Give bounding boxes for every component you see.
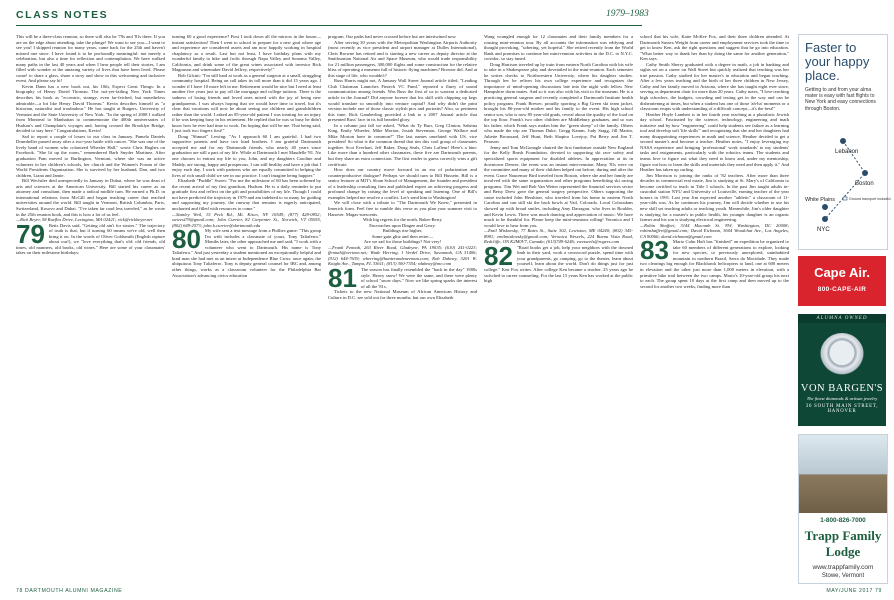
paragraph: Bob Gilcini: "I'm still hard at work as a general surgeon at a small, struggling community hospital. Being on call takes its toll more than it did 15 years ago. I wonder if I have 10 more left in me. Retirement would be nice but I need at least another five years just to pay off the mortgage and college tuitions. There is the sadness of losing friends and loved ones mixed with the joy of being new grandparents. I was always hoping that we would have time to travel, but it's clear that vacations will now be about seeing our children and grandchildren rather than the world. I asked an 85-year-old patient I was treating for an injury if he was keeping busy in his retirement. He replied that he was so busy he didn't know how he ever had time to work. I'm hoping that will be me. That being said, I just took two fingers first!" xyxy=(172,72,321,134)
paragraph: Heather Hoyle Lambert is in her fourth year teaching at a pluralistic Jewish day school. Fascinated by the science, technology, engineering and math initiative and by how "engineering" could help students see failure as a learning tool and develop soft 'life skills'" and recognizing that she and her daughters had many disappointing experiences in math and science, Heather decided to get a second master's and become a teacher. Heather notes, "I enjoy leveraging my NASA experience and bringing 'professional' work standards' to my students' tasks and assignments, particularly with the robotics teams. The students and teams love to figure out what they need to know and, under my mentorship, figure out how to learn the skills and materials they need and then apply it." And Heather has taken up curling. xyxy=(640,111,789,173)
class-section xyxy=(640,235,789,289)
paragraph: Jim Morrison is joining the ranks of '82 teachers. After more than three decades in commercial real estate, Jim is studying at St. Mary's of California to become certified to teach in Title I schools. In the past Jim taught adults in-custodial station NYU and University of Louisville, earning teacher of the year honors in 1991. Last year Jim expected another "athletic" a classroom of 11-year-olds was. As he continues his journey, Jim will decide whether to use his new skill set teaching adults or teaching youth. Meanwhile, Jim's older daughter is studying for a master's in public health, his younger daughter is an organic farmer and his son is studying electrical engineering. xyxy=(640,172,789,223)
poem-line: Buildings rise higher, xyxy=(382,228,423,234)
paragraph: Tickets to the new National Museum of African American History and Culture in D.C. are sold out for three months, but our own Elizabeth xyxy=(328,289,477,300)
ad-body: Getting to and from your alma mater is easy with fast flights to New York and easy connections through Boston. xyxy=(805,87,876,112)
lodge-photo xyxy=(799,435,887,513)
class-section xyxy=(172,224,321,278)
poem-line: Some gain glitz and then retire— xyxy=(371,233,434,239)
city-label: NYC xyxy=(817,227,830,233)
paragraph: Cathy Smith Sherry graduated with a degree in math, a job in banking and sights set on a career on Wall Street but quickly realized that teaching was her true passion. Cathy studied for her master's in education and began teaching. After a few years teaching and the birth of her three children in New Jersey, Cathy and her family moved to Arizona, where she has taught eight ever since, serving as department chair for more than 20 years. Cathy notes, "I love teaching high schoolers, the budgets, crowding and testing get in the way and can be disheartening at times, but when a student has one of those 'ah-ha' moments or a classroom erupts with understanding of a difficult concept—it's the best!" xyxy=(640,61,789,112)
ad-tagline: ALUMNA OWNED xyxy=(798,314,886,323)
class-section xyxy=(328,262,477,293)
section-title: CLASS NOTES xyxy=(16,9,109,21)
paragraph: Elizabeth "Puddle" Sweet: "For me the milestone of 60 has been softened by the recent arrival of my first grandson, Hudson. He is a daily reminder to put gratitude first and reflect on the gift and possibilities of my life. Though I could not have predicted the trajectory in 1979 and am indebted to so many for guiding and supporting my journey, the runway that remains is eagerly anticipated, uncharted and filled with resources to come." xyxy=(172,178,322,211)
paragraph: Jenny and Tom McGonagle chaired the first fundraiser outside New England for the Kelly Brush Foundation, devoted to supporting ski race safety and specialized sports equipment for disabled athletes. In appreciation at its in downtown Denver, the event was an instant mini-reunion. Many '81s were on the committee and many of their children helped out before, during and after the event. Grace Naucemor Bird traveled from Boston, where she and her family are involved with the same organization and other programs benefitting ski racing programs. Tim Wei and Bob Van Wetter represented the financial services sector and Betsy Drew gave the general surgery perspective. Others supporting the cause included John Hershiser, who traveled from his home in eastern North Carolina and can still ski the back bowls at Vail, Colorado. Local Coloradans showed up with broad smiles, including Amy Darragon, who lives in Boulder, and Kevin Lewis. There was much dancing and appreciation of music. We have much to be thankful for. Please keep the mini-reunions rolling! Veronica and I would love to hear from you. xyxy=(484,144,633,228)
paragraph: Doug "Shmurf" Lewing: "As I approach 60 I am grateful. I had two supportive parents and have two kind brothers. I am grateful Dartmouth accepted me and for my Dartmouth friends, who nearly 40 years since graduation are still a part of my life. While at Dartmouth I met Maudelle '81. No one chooses to entrust my life to you, John, and my daughters Caroline and Maddy, are strong, happy and prosperous. I can still healthy and have a job that I enjoy each day. I work with partners who are equally committed to helping the lives of rich small child we see in our practice. I can't imagine being happier." xyxy=(172,133,321,178)
class-year-initial: 80 xyxy=(172,224,201,255)
paragraph: We will close with a tribute to "The Dartmouth We Knew," presented in limerick form. Feel free to rumble this verse as you plan your summer visit to Hanover. Magas-suescents. xyxy=(328,200,477,217)
column-5 xyxy=(640,34,789,582)
legend-swatch-icon xyxy=(843,197,847,200)
travel-ad[interactable] xyxy=(798,34,892,250)
column-3 xyxy=(328,34,477,582)
lodge-url[interactable]: www.trappfamily.com xyxy=(812,564,874,571)
jewelry-ad[interactable] xyxy=(798,314,886,426)
city-label: Lebanon xyxy=(835,149,859,155)
paragraph: school that his wife, Katie McKee Fox, and their three children attended. At Dartmouth Sussex Weight from career and employment services took the time to get to know Ken, ask the right questions and suggest that he go into education. "What better way to thank her than by doing the same for another generation," Ken says. xyxy=(640,34,789,62)
paragraph: The season has finally resembled the "back in the day" 1980s style. Heavy snow! We were the same, and there were plenty of school "snow days." Now we like spring sparks the interest of all the '81s. xyxy=(360,266,477,289)
footer-right: MAY/JUNE 2017 79 xyxy=(826,588,882,594)
page-header xyxy=(0,0,894,30)
paragraph: Sad to report a couple of losses to our class in January. Pamela Daniels Drumheller passed away after a two-year battle with cancer. "She was one of the lively band of women who colonized Wheeler Hall," wrote Chris Hughes on Facebook. "She lit up the room," remembered Barb Snyder Martinez. After graduation Pam moved to Burlington, Vermont, where she was an active volunteer in her children's schools, her church and the Women's Forum of the World Presidents Organization. She is survived by her husband, Dan, and two children, Liana and Jamie. xyxy=(16,133,165,178)
paragraph: Doug Harrison traveled up by train from eastern North Carolina with his wife to take in a Shakespeare play and dovetailed in the mini-reunion. Each semester he writes checks to Northwestern University, where his daughter studies. Through her he relives his own college experience and recognizes the importance of mind-opening discussions late into the night with fellow New Hampshire dorm mates. And so it was also with his visit to the museum. He is a practicing general surgeon and recently completed a Dartmouth Institute health policy program. Frank Brewer, proudly sporting a Big Green ski team jacket, brought his 86-year-old mother and his family to the event. His high school senior son, who is now 85-year-old grads, reveal about the quality of the food on the top floor. Frank's two other children are Middlebury graduates, and so was his father, which Frank says makes him the "green sheep" of the family. Others who made the trip are Thomas Duke, Gregg Kamm, Judy Stagg, Jill Martin, Juliette Broussard, Jeff Hunt, Beth Shapiro Lovejoy, Pat Berry and Jim T. Pearson. xyxy=(484,61,633,145)
class-secretary-byline: —Robin Shaffert, 3144 Macomb St. NW, Washington, DC 20008; robinshaffert@gmail.com; David Eichman, 3604 Woodchat Ave., Los Angeles, CA 90066; david.eichman@gmail.com xyxy=(640,222,789,239)
lodge-ad[interactable] xyxy=(798,434,888,584)
paragraph: After serving 30 years with the Metropolitan Washington Airports Authority (most recently as vice president and airport manager at Dulles International), Chris Browne has retired and is starting a new career as deputy director at the Smithsonian National Air and Space Museum, who would trade responsibility for 21 million passengers, 300,000 flights and some construction for the relative bliss of operating a museum full of historic flying machines? Browne did. And at this stage of life, who wouldn't? xyxy=(328,39,478,78)
class-year-initial: 79 xyxy=(16,218,45,249)
paragraph: "Road books get a job, help your neighbors with the downed limb in their yard, work a crossword puzzle, spend time with your grandparents, go camping, go to the theater, learn about yourself, learn about the world. Don't do things just for just college." Ken Fox writes. After college Ken became a teacher. 25 years ago he switched to career counseling. For the last 15 years Ken has worked at the public high xyxy=(484,244,633,284)
legend-text: Ground transport included. xyxy=(849,197,892,201)
class-secretary-byline: —Rick Beyer, 58 Ruefles Drive, Lexington, MA 02421; rick@rickbeyer.net xyxy=(16,217,153,223)
lodge-name: Trapp Family Lodge xyxy=(804,528,882,559)
paragraph: Betts Davis said, "Getting old ain't for sissies." The trajectory of truth is that, but if turning 60 means we're old, well then bring it on. In the words of Oliver Goldsmith (English rapture about our!), we "love everything that's old: old friends, old times, old manners, old books, old wines." Here are some of your classmates' takes on their milestone birthdays: xyxy=(16,222,165,256)
cape-air-phone: 800-CAPE-AIR xyxy=(817,286,867,293)
nyc-pin-icon xyxy=(822,216,828,222)
paragraph: My wife sent a text message from a Phillies game: "This group I'm with includes a classmate of yours, Tony Taliaferro." Months later, the other approached me and said, "I work with a volunteer who went to Dartmouth. His name is Tony Taliaferro." And just yesterday a student mentioned an exceptionally helpful and kind man she had met as an intern at Independence Blue Cross: once again, the ubiquitous Tony Taliaferro. Tony is deputy general counsel for IBC and, among other things, works as a classroom volunteer for the Philadelphia Bar Association's advancing civics education xyxy=(172,228,321,278)
paragraph: Mario Cohn Haft has "finished" an expedition he organized to take 60 members of different generations to explore, looking for new species, to previously unexplored, uninhabited mountain in northern Brazil, Serra da Mocidade. They made two clearings big enough for Blackhawk helicopters to land, one at 600 meters in elevation and the other just more than 1,000 meters in elevation, with a primitive hike trail between the two camps. Mario's 10-year-old group his next to each. The group spent 10 days at the first camp and then moved up to the second for another two weeks, finding more than xyxy=(640,239,789,289)
poem-line: Encroaches upon Dingee and Gerry. xyxy=(369,222,436,228)
page-footer xyxy=(0,582,894,600)
class-secretary-byline: —Stanley Weil, 15 Peck Rd., Mt. Kisco, NY 10549; (877) 428-0852; swwest79@gmail.com; John Currier, 82 Carpenter St., Norwich, VT 05055, (802) 649-2573; john.h.currier@dartmouth.edu xyxy=(172,211,321,228)
class-section xyxy=(484,240,633,284)
paragraph: program. Our paths had never crossed before but are intertwined now. xyxy=(328,34,457,39)
paragraph: This will be a three-class reunion, so there will also be '79s and '81s there. If you are on the edge about attending, take the plunge! We want to see you—I want to see you! I skipped reunion for many years, came back for the 25th and haven't missed one since. I have found it to be profoundly meaningful: not merely a celebration, but also a time for reflection and contemplation. We have walked many paths in the last 40 years and when I hear people tell their stories, I am filled with wonder at the amazing variety of lives that have been lived. Please come! to share a glass, share a story and show in this welcoming and inclusive event. And please say hi! xyxy=(16,34,165,84)
cape-air-logo: Cape Air. xyxy=(814,265,870,280)
paragraph: Russ Harris might not, A January Wall Street Journal article titled, "Leading Club Chairman Launches Fintech VC Fund," reported a flurry of sound communication among friends. Was Russ the first of us to warrant a dedicated article in the Journal? Did anyone foresee that his skill with chipping up kegs would translate so smoothly into venture capital? And why didn't the print version include one of those classic stylish pics and portraits? Also, so pertinent this time, Rick Gamberling provided a link to a 2007 Journal article that presented Russ' face in its full bearded glory. xyxy=(328,78,477,123)
paragraph: Kevin Dann has a new book out, his 10th, Expect Great Things: In a biography of Henry David Thoreau. The not-yet-failing New York Times describes his book as "eccentric, strange, even far-fetched, but nonetheless admirable—a bit like Henry David Thoreau." Kevin describes himself as "a historian, naturalist and troubadour." He has taught at Rutgers, University of Vermont and the State University of New York. "In the spring of 2008 I walked from Montreal to Manhattan to commemorate the 400th anniversaries of Hudson's and Champlain's voyages and, having crossed the Brooklyn Bridge, decided to stay here." Congratulations, Kevin! xyxy=(16,83,165,134)
lebanon-pin-icon xyxy=(840,138,846,144)
cape-air-ad[interactable] xyxy=(798,256,886,306)
column-4 xyxy=(484,34,633,582)
class-year-initial: 83 xyxy=(640,235,669,266)
ad-headline: Faster to your happy place. xyxy=(805,40,870,83)
lodge-location: Stowe, Vermont xyxy=(821,573,865,579)
city-label: White Plains xyxy=(805,197,835,203)
class-secretary-byline: —Frank Fennah, 263 River Road, Gladeyne, PA 19035; (610) 241-0223; ffennah@verizon.net; Wade Herring, 1 Verdel Drive, Savannah, GA 31406; (912) 644-7639; wherring@hunterandeneeman.com; Rob Dabney, 3201 W. Knight Ave., Tampa, FL 33611; (813) 300-7354; rdabney@me.com xyxy=(328,244,477,267)
jeweler-name: VON BARGEN'S xyxy=(800,383,884,394)
boston-pin-icon xyxy=(862,170,868,176)
column-1 xyxy=(16,34,165,582)
poem-line: Are we sad for those buildings? Not very! xyxy=(363,239,442,245)
white-plains-pin-icon xyxy=(822,204,828,210)
route-map xyxy=(803,127,892,243)
jeweler-address: 36 SOUTH MAIN STREET, HANOVER xyxy=(805,404,879,414)
paragraph: Bill Wechsler died unexpectedly in January in Dubai, where he was dean of arts and sciences at the American University. Bill started his career as an attorney and consultant, then made a radical midlife turn. He earned a Ph.D. in international relations from McGill and began teaching career that reached universities around the world. Bill taught in Vermont, British Columbia, Paris, Switzerland, Kosovo and Dubai. "I've taken far road less traveled," as he wrote in the 25th reunion book, and this is how a lot of us feel. xyxy=(16,178,165,217)
class-secretary-byline: —Emil Miskovsky, 77 Bates St., Suite 302, Lewiston, ME 04240; (802) 345-8981; emilmiskovsky@gmail.com; Veronica Weseels, 224 Buena Vista Road, Redcliffe, ON K2M0V7, Canada; (613)749-6246; vwesseels@rogers.com xyxy=(484,228,633,245)
header-rule xyxy=(16,25,642,26)
footer-left: 78 DARTMOUTH ALUMNI MAGAZINE xyxy=(16,588,123,594)
paragraph: turning 60 a good experience? First I took down all the mirrors in the house—instant satisfaction! Then I went to school to prepare for a new goal where age and experience are considered assets and am now happily working in hospital chaplaincy as a result. Last but not least, I have birthday plans with my wonderful family to hike and frolic through Napa Valley and Sonoma Valley, California, and drink some of the great wines associated with investor Rick Magnuson and winemaker David Jeffrey, respectively!" xyxy=(172,34,321,73)
paragraph: Wang wrangled enough for 12 classmates and their family members for a rousing mini-reunion tour. By all accounts the information was edifying and thought provoking, "sobering, yet hopeful." She retired recently from the World Bank and promises to continue her mini-reunion activities in the D.C. to N.Y.C. corridor, so stay tuned. xyxy=(484,34,633,62)
poem-line: With big regrets for the north, Baker-Berry xyxy=(363,217,442,223)
lodge-phone: 1-800-826-7000 xyxy=(820,517,866,524)
paragraph: How does our country move forward in an era of polarization and counterproductive dialogue? Perhaps we should turn to Bill Hussein. Bill is a senior lecturer at MIT's Sloan School of Management, the founder and president of a leadership consulting firm and published expert on achieving progress and profound change by raising the level of speaking and listening. One of Bill's examples helped me resolve a conflict. Let's send him to Washington! xyxy=(328,167,477,200)
class-year-initial: 82 xyxy=(484,240,513,271)
class-year-initial: 81 xyxy=(328,262,357,293)
class-years: 1979–1983 xyxy=(606,9,649,19)
column-2 xyxy=(172,34,321,582)
jeweler-slogan: The finest diamonds & artisan jewelry xyxy=(806,396,878,401)
city-label: Boston xyxy=(855,181,874,187)
diamond-ring-icon xyxy=(820,333,864,377)
paragraph: In a column just fall we asked, "What do Ty Burr, Greg Clinton, Sabrina King, Emily Wheeler, Mike Morton, Josiah Stevenson, George Wallace and Mike Morton have in common?" The last names unrelated with US, vice president! So what is the common thread that ties this cool group of classmates together. Scot Everhart, Jeff Baker, Doug Seals, Chris Lafleur! Here's a hint: Like more than a hundred other classmates, these five are Dartmouth parents, but they share an extra connection. The first reader to guess correctly wins a gift certificate. xyxy=(328,122,477,167)
